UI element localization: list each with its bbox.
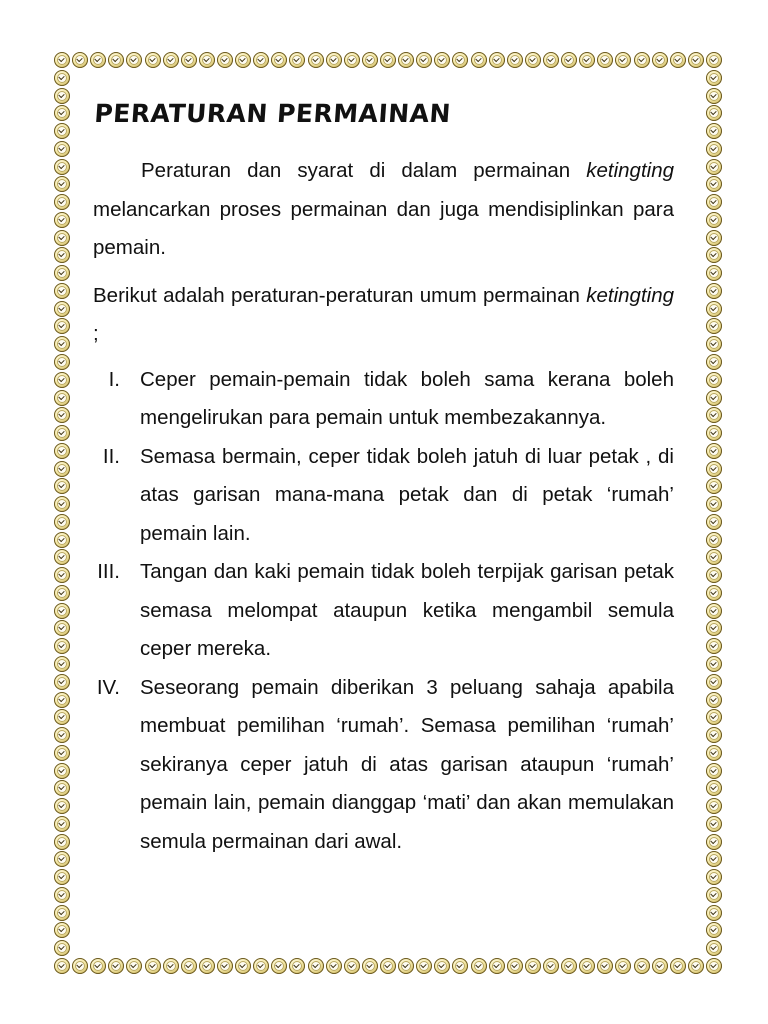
- clock-icon: [706, 443, 722, 459]
- clock-icon: [72, 52, 88, 68]
- clock-icon: [706, 763, 722, 779]
- clock-icon: [597, 52, 613, 68]
- clock-icon: [308, 52, 324, 68]
- clock-icon: [253, 958, 269, 974]
- clock-icon: [54, 887, 70, 903]
- rule-number: II.: [102, 444, 120, 468]
- clock-icon: [54, 496, 70, 512]
- clock-icon: [706, 407, 722, 423]
- lead-game-name: ketingting: [586, 283, 674, 307]
- clock-icon: [706, 283, 722, 299]
- clock-icon: [670, 958, 686, 974]
- rule-text: Semasa bermain, ceper tidak boleh jatuh di luar petak , di atas garisan mana-mana petak dan di petak ‘rumah’ pemain lain.: [140, 444, 674, 545]
- clock-icon: [706, 709, 722, 725]
- clock-icon: [126, 52, 142, 68]
- clock-icon: [615, 52, 631, 68]
- clock-icon: [543, 52, 559, 68]
- clock-icon: [706, 940, 722, 956]
- clock-icon: [706, 887, 722, 903]
- clock-icon: [235, 958, 251, 974]
- clock-icon: [54, 283, 70, 299]
- clock-icon: [54, 816, 70, 832]
- clock-icon: [706, 159, 722, 175]
- clock-icon: [706, 141, 722, 157]
- clock-icon: [706, 834, 722, 850]
- clock-icon: [289, 958, 305, 974]
- clock-icon: [706, 514, 722, 530]
- clock-icon: [525, 958, 541, 974]
- rules-lead-paragraph: [93, 277, 674, 354]
- clock-icon: [615, 958, 631, 974]
- clock-icon: [706, 656, 722, 672]
- list-item: [93, 669, 674, 862]
- clock-icon: [90, 958, 106, 974]
- rule-number: III.: [97, 560, 120, 583]
- clock-icon: [54, 318, 70, 334]
- clock-icon: [163, 958, 179, 974]
- clock-icon: [398, 52, 414, 68]
- clock-icon: [706, 230, 722, 246]
- clock-icon: [452, 52, 468, 68]
- clock-icon: [54, 123, 70, 139]
- clock-icon: [54, 620, 70, 636]
- clock-icon: [54, 52, 70, 68]
- clock-icon: [54, 336, 70, 352]
- clock-icon: [344, 958, 360, 974]
- clock-icon: [706, 390, 722, 406]
- intro-game-name: ketingting: [586, 159, 674, 182]
- clock-icon: [217, 958, 233, 974]
- clock-icon: [181, 52, 197, 68]
- clock-icon: [489, 52, 505, 68]
- clock-icon: [380, 52, 396, 68]
- intro-text-start: Peraturan dan syarat di dalam permainan: [141, 159, 587, 182]
- clock-icon: [706, 603, 722, 619]
- clock-icon: [54, 212, 70, 228]
- clock-icon: [398, 958, 414, 974]
- intro-text-end: melancarkan proses permainan dan juga mendisiplinkan para pemain.: [93, 197, 674, 259]
- rules-list: [93, 361, 674, 862]
- clock-icon: [561, 52, 577, 68]
- clock-icon: [706, 478, 722, 494]
- clock-icon: [54, 159, 70, 175]
- page-title: PERATURAN PERMAINAN: [93, 99, 452, 128]
- clock-icon: [54, 247, 70, 263]
- clock-icon: [706, 336, 722, 352]
- clock-icon: [471, 52, 487, 68]
- clock-icon: [706, 176, 722, 192]
- clock-icon: [706, 318, 722, 334]
- clock-icon: [54, 869, 70, 885]
- clock-icon: [706, 496, 722, 512]
- clock-icon: [289, 52, 305, 68]
- clock-icon: [54, 780, 70, 796]
- clock-icon: [54, 603, 70, 619]
- clock-icon: [507, 958, 523, 974]
- clock-icon: [54, 478, 70, 494]
- clock-icon: [706, 461, 722, 477]
- clock-icon: [54, 176, 70, 192]
- clock-icon: [706, 265, 722, 281]
- clock-icon: [706, 52, 722, 68]
- clock-icon: [54, 141, 70, 157]
- rule-text: Seseorang pemain diberikan 3 peluang sahaja apabila membuat pemilihan ‘rumah’. Semasa pemilihan ‘rumah’ sekiranya ceper jatuh di atas garisan ataupun ‘rumah’ pemain lain, pemain dianggap ‘mati’ dan akan memulakan semula permainan dari awal.: [140, 675, 674, 853]
- clock-icon: [706, 123, 722, 139]
- clock-icon: [434, 52, 450, 68]
- clock-icon: [579, 52, 595, 68]
- lead-text-start: Berikut adalah peraturan-peraturan umum permainan: [93, 283, 587, 307]
- clock-icon: [54, 265, 70, 281]
- clock-icon: [706, 620, 722, 636]
- clock-icon: [54, 88, 70, 104]
- rule-number: IV.: [96, 675, 120, 699]
- rule-number: I.: [108, 367, 120, 391]
- clock-icon: [163, 52, 179, 68]
- clock-icon: [362, 52, 378, 68]
- clock-icon: [108, 52, 124, 68]
- clock-icon: [688, 958, 704, 974]
- clock-icon: [706, 905, 722, 921]
- clock-icon: [54, 301, 70, 317]
- clock-icon: [489, 958, 505, 974]
- clock-icon: [217, 52, 233, 68]
- clock-icon: [54, 105, 70, 121]
- clock-icon: [706, 922, 722, 938]
- clock-icon: [126, 958, 142, 974]
- clock-icon: [54, 940, 70, 956]
- clock-icon: [579, 958, 595, 974]
- rule-text: Tangan dan kaki pemain tidak boleh terpijak garisan petak semasa melompat ataupun ketika mengambil semula ceper mereka.: [140, 560, 674, 660]
- clock-icon: [706, 638, 722, 654]
- clock-icon: [326, 52, 342, 68]
- clock-icon: [634, 52, 650, 68]
- clock-icon: [253, 52, 269, 68]
- clock-icon: [54, 905, 70, 921]
- clock-icon: [145, 52, 161, 68]
- intro-paragraph: [93, 152, 674, 268]
- clock-icon: [597, 958, 613, 974]
- clock-icon: [507, 52, 523, 68]
- clock-icon: [54, 194, 70, 210]
- clock-icon: [652, 52, 668, 68]
- clock-icon: [706, 674, 722, 690]
- clock-icon: [706, 70, 722, 86]
- clock-icon: [54, 709, 70, 725]
- clock-icon: [54, 798, 70, 814]
- clock-icon: [706, 780, 722, 796]
- clock-icon: [199, 52, 215, 68]
- clock-icon: [90, 52, 106, 68]
- clock-icon: [670, 52, 686, 68]
- clock-icon: [199, 958, 215, 974]
- clock-icon: [416, 958, 432, 974]
- clock-icon: [706, 869, 722, 885]
- clock-icon: [706, 532, 722, 548]
- clock-icon: [688, 52, 704, 68]
- clock-icon: [706, 354, 722, 370]
- clock-icon: [54, 834, 70, 850]
- clock-icon: [706, 851, 722, 867]
- clock-icon: [308, 958, 324, 974]
- clock-icon: [634, 958, 650, 974]
- clock-icon: [452, 958, 468, 974]
- clock-icon: [706, 549, 722, 565]
- document-body: [93, 90, 674, 861]
- clock-icon: [54, 230, 70, 246]
- clock-icon: [54, 745, 70, 761]
- clock-icon: [54, 514, 70, 530]
- clock-icon: [706, 105, 722, 121]
- clock-icon: [525, 52, 541, 68]
- clock-icon: [181, 958, 197, 974]
- clock-icon: [54, 763, 70, 779]
- clock-icon: [362, 958, 378, 974]
- clock-icon: [108, 958, 124, 974]
- clock-icon: [706, 816, 722, 832]
- clock-icon: [706, 301, 722, 317]
- clock-icon: [706, 745, 722, 761]
- clock-icon: [706, 425, 722, 441]
- clock-icon: [652, 958, 668, 974]
- clock-icon: [344, 52, 360, 68]
- clock-icon: [706, 247, 722, 263]
- clock-icon: [706, 798, 722, 814]
- clock-icon: [543, 958, 559, 974]
- clock-icon: [54, 958, 70, 974]
- lead-text-end: ;: [93, 322, 99, 345]
- clock-icon: [706, 692, 722, 708]
- rule-text: Ceper pemain-pemain tidak boleh sama kerana boleh mengelirukan para pemain untuk membezakannya.: [140, 367, 674, 429]
- list-item: [93, 361, 674, 438]
- list-item: [93, 438, 674, 554]
- clock-icon: [416, 52, 432, 68]
- clock-icon: [271, 958, 287, 974]
- clock-icon: [54, 727, 70, 743]
- clock-icon: [54, 70, 70, 86]
- clock-icon: [72, 958, 88, 974]
- clock-icon: [706, 727, 722, 743]
- clock-icon: [271, 52, 287, 68]
- clock-icon: [145, 958, 161, 974]
- list-item: [93, 553, 674, 669]
- clock-icon: [235, 52, 251, 68]
- clock-icon: [54, 407, 70, 423]
- clock-icon: [706, 958, 722, 974]
- clock-icon: [54, 638, 70, 654]
- clock-icon: [54, 922, 70, 938]
- clock-icon: [706, 567, 722, 583]
- clock-icon: [706, 372, 722, 388]
- clock-icon: [706, 194, 722, 210]
- clock-icon: [54, 532, 70, 548]
- clock-icon: [471, 958, 487, 974]
- clock-icon: [706, 585, 722, 601]
- clock-icon: [434, 958, 450, 974]
- clock-icon: [706, 88, 722, 104]
- clock-icon: [54, 851, 70, 867]
- clock-icon: [706, 212, 722, 228]
- clock-icon: [380, 958, 396, 974]
- clock-icon: [561, 958, 577, 974]
- clock-icon: [326, 958, 342, 974]
